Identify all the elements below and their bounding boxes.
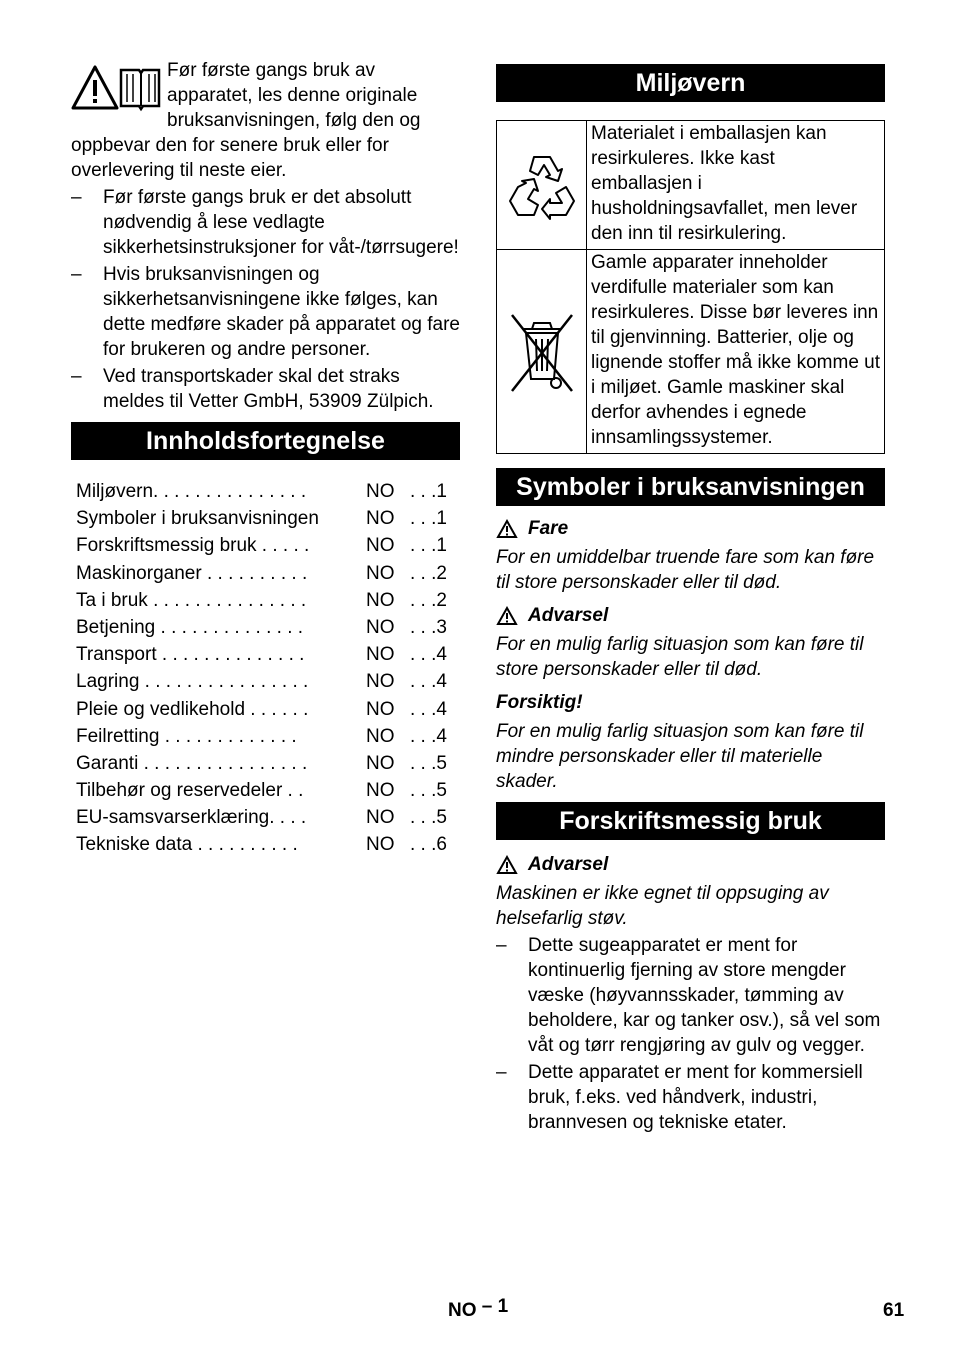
toc-row[interactable]: Transport . . . . . . . . . . . . . . NO . . .4 bbox=[76, 644, 447, 666]
list-item: – Dette apparatet er ment for kommersiell bruk, f.eks. ved håndverk, industri, brannvesen og tekniske etater. bbox=[496, 1062, 863, 1133]
table-row bbox=[497, 249, 884, 453]
symbol-label-advarsel: Advarsel bbox=[496, 603, 885, 628]
toc-row[interactable]: Garanti . . . . . . . . . . . . . . . . NO . . .5 bbox=[76, 752, 447, 774]
warning-triangle-icon bbox=[496, 855, 518, 875]
symbols-heading: Symboler i bruksanvisningen bbox=[496, 468, 885, 506]
table-row bbox=[497, 121, 884, 249]
symbol-text: For en umiddelbar truende fare som kan føre til store personskader eller til død. bbox=[496, 547, 875, 593]
toc-row[interactable]: Maskinorganer . . . . . . . . . . NO . . .2 bbox=[76, 562, 447, 584]
toc-row[interactable]: Betjening . . . . . . . . . . . . . . NO . . .3 bbox=[76, 616, 447, 638]
env-table bbox=[496, 120, 885, 454]
toc-row[interactable]: Lagring . . . . . . . . . . . . . . . . NO . . .4 bbox=[76, 671, 447, 693]
crossed-bin-icon bbox=[504, 307, 580, 397]
list-item: – Hvis bruksanvisningen og sikkerhetsanvisningene ikke følges, kan dette medføre skader på apparatet og fare for brukeren og andre personer. bbox=[71, 264, 460, 360]
list-item: – Ved transportskader skal det straks meldes til Vetter GmbH, 53909 Zülpich. bbox=[71, 366, 434, 412]
footer-section-page: 1 bbox=[497, 1296, 509, 1317]
recycle-icon bbox=[504, 147, 580, 223]
env-text: Materialet i emballasjen kan resirkuleres. Ikke kast emballasjen i husholdningsavfallet, men lever den inn til resirkulering. bbox=[591, 123, 858, 244]
toc-row[interactable]: Miljøvern. . . . . . . . . . . . . . . NO . . .1 bbox=[76, 481, 447, 502]
right-column bbox=[496, 64, 885, 1135]
left-column bbox=[71, 58, 460, 859]
table-of-contents bbox=[71, 478, 460, 859]
intro-bullet-list bbox=[71, 185, 460, 414]
intro-block bbox=[71, 58, 460, 183]
intro-text: Før første gangs bruk av apparatet, les denne originale bruksanvisningen, følg den og oppbevar den for senere bruk eller for overlevering til neste eier. bbox=[71, 60, 421, 181]
footer-lang: NO bbox=[448, 1300, 477, 1321]
toc-row[interactable]: Tilbehør og reservedeler . . NO . . .5 bbox=[76, 780, 447, 802]
toc-row[interactable]: Tekniske data . . . . . . . . . . NO . . .6 bbox=[76, 834, 447, 856]
footer-section bbox=[448, 1298, 508, 1323]
toc-heading: Innholdsfortegnelse bbox=[71, 422, 460, 460]
page-number: 61 bbox=[883, 1300, 905, 1321]
toc-row[interactable]: EU-samsvarserklæring. . . . NO . . .5 bbox=[76, 807, 447, 829]
warning-manual-icon bbox=[71, 64, 163, 114]
toc-row[interactable]: Ta i bruk . . . . . . . . . . . . . . . NO . . .2 bbox=[76, 589, 447, 611]
symbol-label-fare: Fare bbox=[496, 516, 885, 541]
toc-row[interactable]: Forskriftsmessig bruk . . . . . NO . . .1 bbox=[76, 535, 447, 557]
list-item: – Før første gangs bruk er det absolutt nødvendig å lese vedlagte sikkerhetsinstruksjoner for våt-/tørrsugere! bbox=[71, 187, 459, 258]
usage-warning-text: Maskinen er ikke egnet til oppsuging av helsefarlig støv. bbox=[496, 883, 829, 929]
toc-row[interactable]: Symboler i bruksanvisningen NO . . .1 bbox=[76, 508, 447, 530]
warning-triangle-icon bbox=[496, 606, 518, 626]
symbol-text: For en mulig farlig situasjon som kan føre til store personskader eller til død. bbox=[496, 634, 864, 680]
symbol-text: For en mulig farlig situasjon som kan føre til mindre personskader eller til materielle skader. bbox=[496, 721, 864, 792]
usage-warning-label: Advarsel bbox=[496, 852, 885, 877]
env-text: Gamle apparater inneholder verdifulle materialer som kan resirkuleres. Disse bør leveres inn til gjenvinning. Batterier, olje og lignende stoffer må ikke komme ut i miljøet. Gamle maskiner skal derfor avhendes i egnede innsamlingssystemer. bbox=[591, 252, 881, 448]
usage-bullet-list bbox=[496, 933, 885, 1135]
warning-triangle-icon bbox=[496, 519, 518, 539]
usage-heading: Forskriftsmessig bruk bbox=[496, 802, 885, 840]
list-item: – Dette sugeapparatet er ment for kontinuerlig fjerning av store mengder væske (høyvannsskader, tømming av beholdere, kar og tanker osv.), så vel som våt og tørr rengjøring av gulv og vegger. bbox=[496, 935, 881, 1056]
env-heading: Miljøvern bbox=[496, 64, 885, 102]
footer-sep: – bbox=[481, 1296, 493, 1317]
toc-row[interactable]: Feilretting . . . . . . . . . . . . . NO . . .4 bbox=[76, 725, 447, 747]
toc-row[interactable]: Pleie og vedlikehold . . . . . . NO . . .4 bbox=[76, 698, 447, 720]
symbol-label-forsiktig: Forsiktig! bbox=[496, 692, 583, 713]
